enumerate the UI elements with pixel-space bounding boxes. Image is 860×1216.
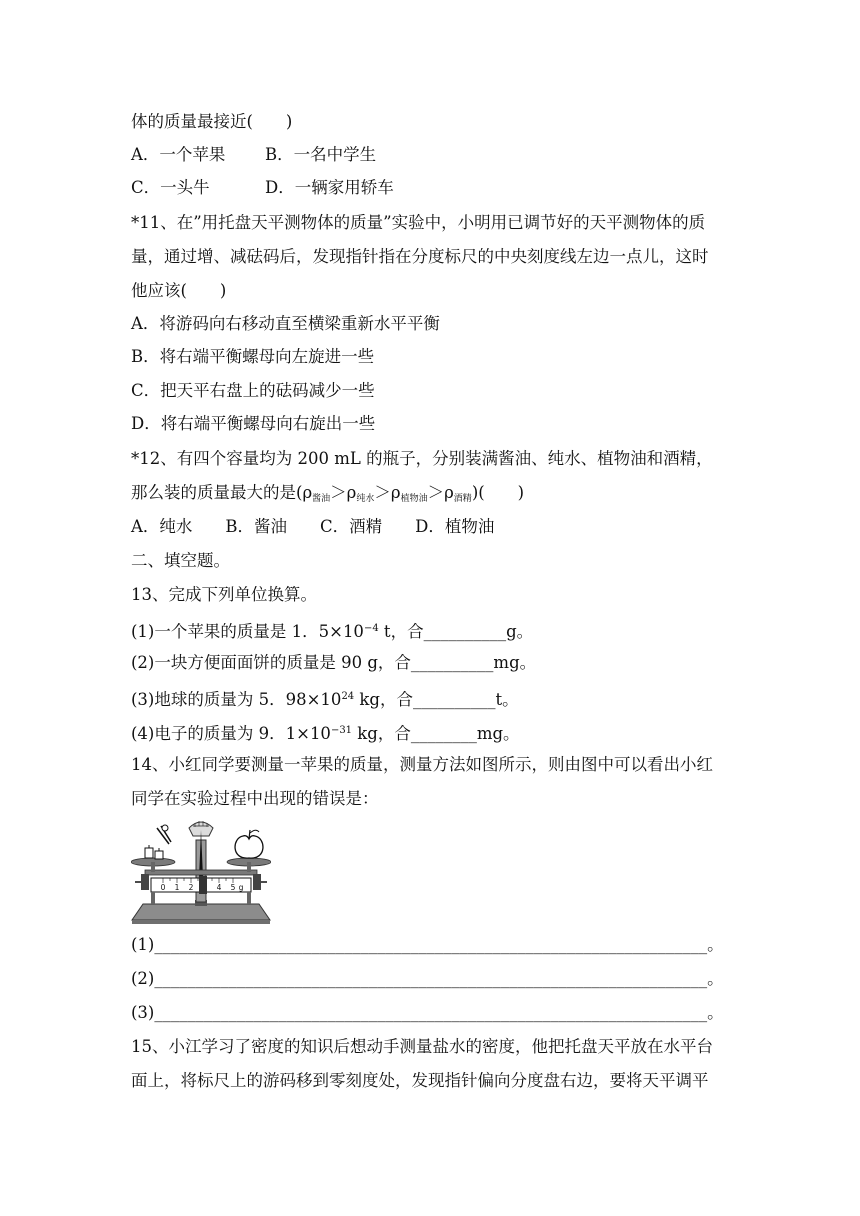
q13-item4-text: (4)电子的质量为 9．1×10 (131, 724, 331, 743)
scale-number-4: 4 (216, 883, 222, 892)
rho-symbol: ρ (444, 483, 454, 502)
scale-number-0: 0 (160, 883, 166, 892)
q13-title: 13、完成下列单位换算。 (131, 585, 317, 604)
q13-item4-blank: kg，合________mg。 (352, 724, 520, 743)
q14-blank-2[interactable]: (2)___________________________________________________________________。 (131, 969, 724, 988)
scale-unit: g (238, 883, 244, 892)
exponent: 24 (341, 691, 355, 702)
exponent: −4 (363, 623, 379, 634)
q10-option-d: D．一辆家用轿车 (265, 178, 394, 197)
density-subscript-alcohol: 酒精 (453, 494, 472, 504)
rho-symbol: ρ (302, 483, 313, 502)
q13-item3-blank: kg，合__________t。 (354, 690, 519, 709)
exponent: −31 (330, 725, 353, 736)
q10-option-b: B．一名中学生 (265, 145, 377, 164)
q14-blank-3[interactable]: (3)___________________________________________________________________。 (131, 1003, 724, 1022)
q11-option-c: C．把天平右盘上的砝码减少一些 (131, 381, 375, 400)
q13-item-4 (131, 720, 520, 745)
q11-option-d: D．将右端平衡螺母向右旋出一些 (131, 414, 376, 433)
q10-options-row2 (131, 177, 531, 199)
density-subscript-vegetable-oil: 植物油 (400, 494, 428, 504)
density-subscript-water: 纯水 (356, 494, 375, 504)
greater-than-symbol: ＞ (374, 483, 391, 502)
q12-line-2 (131, 482, 524, 510)
q12-line2-suffix: )( ) (471, 483, 525, 502)
greater-than-symbol: ＞ (427, 483, 445, 502)
rho-symbol: ρ (346, 483, 357, 502)
q11-option-a: A．将游码向右移动直至横梁重新水平平衡 (131, 314, 440, 333)
q12-line2-prefix: 那么装的质量最大的是( (131, 483, 303, 502)
q13-item3-text: (3)地球的质量为 5．98×10 (131, 690, 342, 709)
q10-option-a: A．一个苹果 (131, 145, 226, 164)
scale-number-1: 1 (174, 883, 180, 892)
q11-line-1: *11、在”用托盘天平测物体的质量”实验中，小明用已调节好的天平测物体的质 (131, 213, 706, 232)
q15-line-1: 15、小江学习了密度的知识后想动手测量盐水的密度，他把托盘天平放在水平台 (131, 1037, 713, 1056)
q15-line-2: 面上，将标尺上的游码移到零刻度处，发现指针偏向分度盘右边，要将天平调平 (131, 1071, 709, 1090)
q11-line-2: 量，通过增、减砝码后，发现指针指在分度标尺的中央刻度线左边一点儿，这时 (131, 247, 709, 266)
q14-blank-1[interactable]: (1)___________________________________________________________________。 (131, 935, 724, 954)
q10-options-row1 (131, 144, 531, 166)
section-heading: 二、填空题。 (131, 551, 230, 570)
q13-item1-blank: t，合__________g。 (378, 622, 534, 641)
q10-stem: 体的质量最接近( ) (131, 112, 293, 131)
q13-item-3 (131, 686, 519, 711)
scale-number-5: 5 (230, 883, 236, 892)
q11-option-b: B．将右端平衡螺母向左旋进一些 (131, 347, 375, 366)
balance-scale-figure (131, 818, 271, 926)
q11-line-3: 他应该( ) (131, 281, 227, 300)
balance-scale-illustration (131, 818, 271, 926)
q13-item1-text: (1)一个苹果的质量是 1．5×10 (131, 622, 364, 641)
q12-line-1: *12、有四个容量均为 200 mL 的瓶子，分别装满酱油、纯水、植物油和酒精， (131, 449, 713, 468)
q12-options: A．纯水 B．酱油 C．酒精 D．植物油 (131, 517, 495, 536)
greater-than-symbol: ＞ (330, 483, 347, 502)
rho-symbol: ρ (390, 483, 401, 502)
q10-option-c: C．一头牛 (131, 178, 210, 197)
q13-item-2: (2)一块方便面面饼的质量是 90 g，合__________mg。 (131, 653, 537, 672)
density-subscript-soy-sauce: 酱油 (312, 494, 331, 504)
scale-number-2: 2 (188, 883, 194, 892)
q14-line-2: 同学在实验过程中出现的错误是： (131, 789, 379, 808)
q13-item-1 (131, 618, 533, 643)
q14-line-1: 14、小红同学要测量一苹果的质量，测量方法如图所示，则由图中可以看出小红 (131, 755, 713, 774)
